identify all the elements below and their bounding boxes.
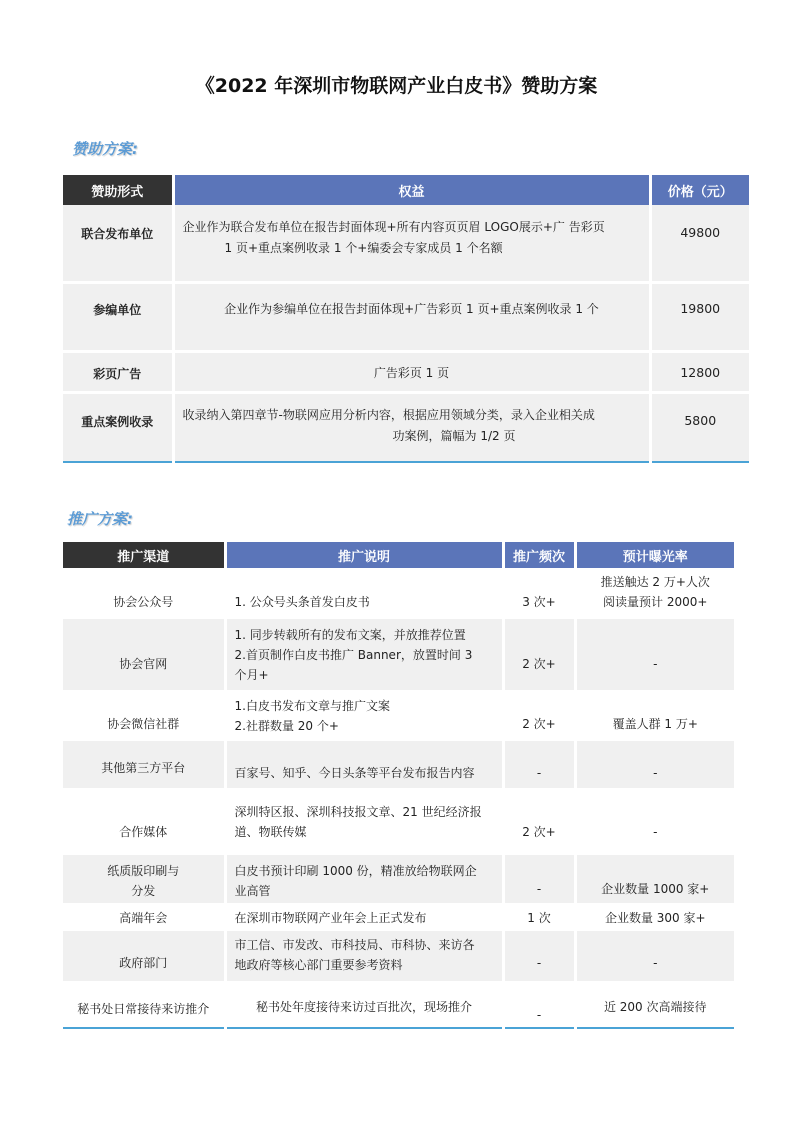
table-row (63, 618, 734, 691)
channel-cell: 协会公众号 (63, 568, 225, 618)
exposure-cell: - (575, 618, 734, 691)
table-row (63, 904, 734, 930)
channel-cell: 协会微信社群 (63, 691, 225, 740)
price-cell: 49800 (650, 205, 749, 282)
channel-cell: 协会官网 (63, 618, 225, 691)
frequency-cell: - (503, 930, 575, 982)
benefit-cell (173, 392, 650, 462)
frequency-cell: 1 次 (503, 904, 575, 930)
description-cell (225, 904, 503, 930)
description-cell (225, 618, 503, 691)
promo-section-heading: 推广方案: (67, 510, 133, 528)
frequency-cell: 2 次+ (503, 618, 575, 691)
channel-cell: 政府部门 (63, 930, 225, 982)
description-line: 2.首页制作白皮书推广 Banner，放置时间 3 (234, 648, 473, 662)
description-line: 1. 同步转载所有的发布文案，并放推荐位置 (234, 628, 466, 642)
benefit-line: 企业作为联合发布单位在报告封面体现+所有内容页页眉 LOGO展示+广 告彩页 (182, 220, 605, 234)
exposure-cell: 近 200 次高端接待 (575, 982, 734, 1028)
sponsor-table (63, 175, 749, 463)
benefit-line: 广告彩页 1 页 (373, 365, 450, 380)
channel-line: 纸质版印刷与 (107, 864, 180, 878)
sponsor-form-cell: 彩页广告 (63, 351, 173, 392)
description-cell (225, 982, 503, 1028)
description-line: 1.白皮书发布文章与推广文案 (234, 699, 390, 713)
table-row (63, 854, 734, 904)
price-cell: 5800 (650, 392, 749, 462)
header-channel: 推广渠道 (63, 542, 225, 568)
channel-cell: 高端年会 (63, 904, 225, 930)
benefit-cell (173, 205, 650, 282)
description-line: 百家号、知乎、今日头条等平台发布报告内容 (234, 766, 475, 780)
frequency-cell: 2 次+ (503, 789, 575, 854)
table-row (63, 392, 749, 462)
sponsor-form-cell: 联合发布单位 (63, 205, 173, 282)
table-row (63, 789, 734, 854)
channel-cell: 合作媒体 (63, 789, 225, 854)
channel-cell (63, 854, 225, 904)
sponsor-section-heading: 赞助方案: (72, 140, 138, 158)
frequency-cell: 2 次+ (503, 691, 575, 740)
benefit-line: 功案例，篇幅为 1/2 页 (392, 428, 516, 443)
exposure-cell: 企业数量 300 家+ (575, 904, 734, 930)
price-cell: 12800 (650, 351, 749, 392)
description-line: 在深圳市物联网产业年会上正式发布 (234, 911, 427, 925)
exposure-cell: - (575, 930, 734, 982)
exposure-cell (575, 568, 734, 618)
description-cell (225, 740, 503, 789)
promotion-table (63, 542, 734, 1029)
description-line: 道、物联传媒 (234, 825, 307, 839)
sponsor-form-cell: 参编单位 (63, 282, 173, 351)
exposure-cell: 覆盖人群 1 万+ (575, 691, 734, 740)
table-row (63, 282, 749, 351)
benefit-line: 企业作为参编单位在报告封面体现+广告彩页 1 页+重点案例收录 1 个 (224, 301, 599, 316)
header-exposure: 预计曝光率 (575, 542, 734, 568)
description-line: 1. 公众号头条首发白皮书 (234, 595, 370, 609)
description-cell (225, 789, 503, 854)
description-line: 2.社群数量 20 个+ (234, 719, 339, 733)
header-sponsor-form: 赞助形式 (63, 175, 173, 205)
frequency-cell: 3 次+ (503, 568, 575, 618)
exposure-line: 阅读量预计 2000+ (603, 595, 708, 609)
benefit-line: 1 页+重点案例收录 1 个+编委会专家成员 1 个名额 (224, 241, 503, 255)
exposure-line: 推送触达 2 万+人次 (600, 575, 710, 589)
description-cell (225, 568, 503, 618)
header-description: 推广说明 (225, 542, 503, 568)
channel-line: 分发 (131, 884, 156, 898)
description-line: 业高管 (234, 884, 271, 898)
channel-cell: 其他第三方平台 (63, 740, 225, 789)
header-benefits: 权益 (173, 175, 650, 205)
benefit-cell (173, 282, 650, 351)
sponsor-form-cell: 重点案例收录 (63, 392, 173, 462)
exposure-cell: - (575, 740, 734, 789)
table-row (63, 568, 734, 618)
description-cell (225, 930, 503, 982)
benefit-cell (173, 351, 650, 392)
exposure-cell: 企业数量 1000 家+ (575, 854, 734, 904)
table-row (63, 740, 734, 789)
sponsor-header-row (63, 175, 749, 205)
channel-cell: 秘书处日常接待来访推介 (63, 982, 225, 1028)
table-row (63, 691, 734, 740)
frequency-cell: - (503, 854, 575, 904)
description-line: 白皮书预计印刷 1000 份，精准放给物联网企 (234, 864, 477, 878)
frequency-cell: - (503, 982, 575, 1028)
description-line: 秘书处年度接待来访过百批次，现场推介 (255, 1000, 472, 1014)
table-row (63, 982, 734, 1028)
benefit-line: 收录纳入第四章节-物联网应用分析内容，根据应用领域分类，录入企业相关成 (182, 407, 595, 422)
header-frequency: 推广频次 (503, 542, 575, 568)
table-row (63, 205, 749, 282)
promo-header-row (63, 542, 734, 568)
table-row (63, 351, 749, 392)
description-line: 深圳特区报、深圳科技报文章、21 世纪经济报 (234, 805, 482, 819)
description-line: 个月+ (234, 668, 269, 682)
table-row (63, 930, 734, 982)
exposure-cell: - (575, 789, 734, 854)
frequency-cell: - (503, 740, 575, 789)
description-cell (225, 691, 503, 740)
price-cell: 19800 (650, 282, 749, 351)
document-title: 《2022 年深圳市物联网产业白皮书》赞助方案 (195, 75, 598, 97)
description-line: 市工信、市发改、市科技局、市科协、来访各 (234, 938, 475, 952)
description-line: 地政府等核心部门重要参考资料 (234, 958, 403, 972)
description-cell (225, 854, 503, 904)
header-price: 价格（元） (650, 175, 749, 205)
